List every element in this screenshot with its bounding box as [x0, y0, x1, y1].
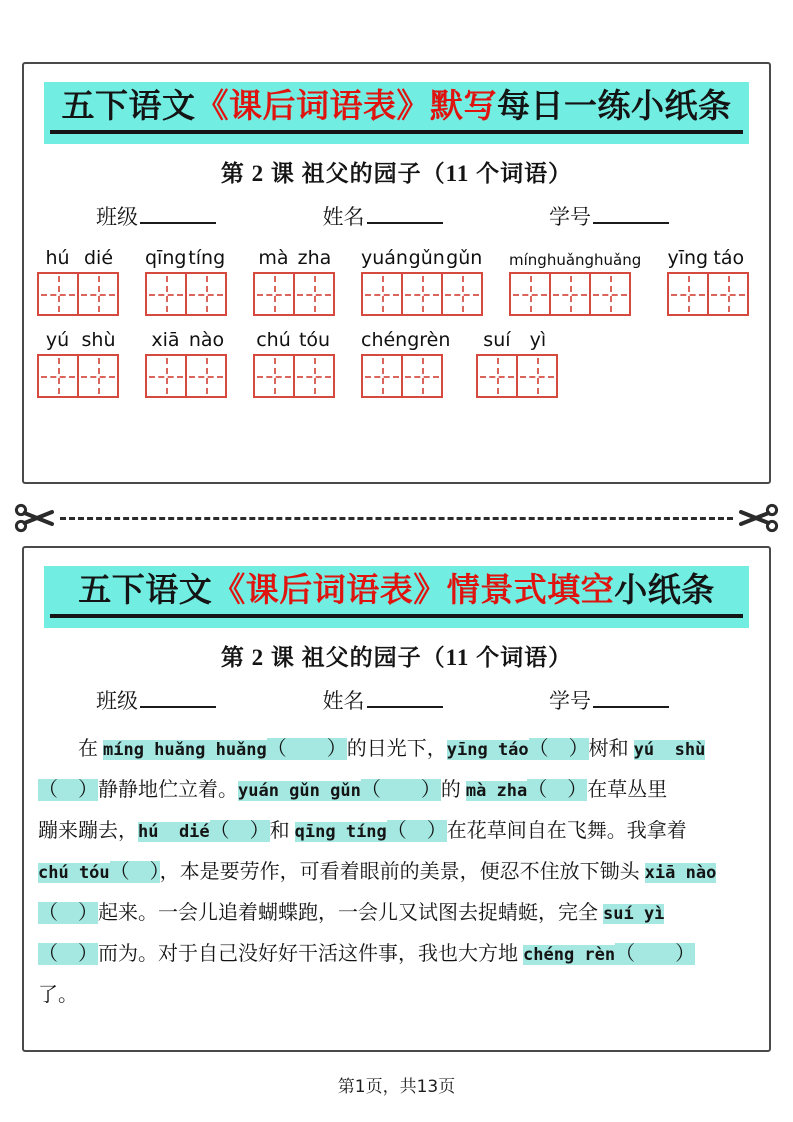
blank-parentheses: （ ）: [615, 943, 696, 966]
student-field: [323, 201, 443, 231]
blank-parentheses: （ ）: [38, 902, 98, 925]
pinyin-label: [509, 251, 641, 269]
pinyin-label: [476, 329, 558, 351]
pinyin-label: [145, 329, 227, 351]
writing-grid: [145, 354, 227, 398]
character-grid-box: [509, 272, 551, 316]
cut-dashed-line: [60, 517, 733, 520]
pinyin-syllable: huǎng: [546, 251, 595, 270]
field-label: 姓名: [322, 205, 365, 230]
pinyin-word-group: [361, 247, 483, 316]
pinyin-text: suí yì: [603, 904, 665, 925]
character-grid-box: [293, 272, 335, 316]
blank-parentheses: （ ）: [38, 779, 98, 802]
lesson-subtitle: 第 2 课 祖父的园子（11 个词语）: [220, 161, 573, 187]
writing-grid: [145, 272, 227, 316]
memorization-title: [48, 87, 745, 128]
passage-text: 的日光下，: [346, 738, 447, 761]
pinyin-label: [145, 247, 227, 269]
title-double-underline: [50, 130, 743, 134]
title-segment: 《课后词语表》: [195, 89, 430, 125]
character-grid-box: [145, 354, 187, 398]
pinyin-syllable: xiā: [151, 329, 180, 352]
passage-text: 起来。一会儿追着蝴蝶跑，一会儿又试图去捉蜻蜓，完全: [98, 902, 603, 925]
passage-line: [38, 893, 755, 934]
title-segment: 五下语文: [78, 573, 213, 609]
pinyin-syllable: tíng: [188, 247, 226, 270]
field-label: 班级: [96, 689, 138, 714]
passage-text: 在花草间自在飞舞。我拿着: [446, 820, 687, 843]
pinyin-syllable: mà: [258, 247, 289, 270]
writing-grid: [37, 354, 119, 398]
character-grid-box: [589, 272, 631, 316]
pinyin-syllable: tóu: [298, 329, 331, 352]
student-field: [96, 201, 216, 231]
pinyin-word-group: [509, 251, 641, 316]
passage-line: [38, 770, 755, 811]
pinyin-text: yīng táo: [446, 740, 529, 761]
scissors-icon-right: [737, 502, 779, 534]
student-fields-row: [24, 685, 769, 715]
pinyin-syllable: chú: [256, 329, 291, 352]
writing-grid: [361, 354, 450, 398]
pinyin-syllable: dié: [83, 247, 114, 270]
character-grid-box: [401, 354, 443, 398]
passage-text: 在草丛里: [587, 779, 668, 802]
character-grid-box: [37, 272, 79, 316]
pinyin-text: yuán gǔn gǔn: [238, 781, 361, 802]
pinyin-word-group: [253, 247, 335, 316]
pinyin-syllable: qīng: [145, 247, 187, 270]
character-grid-box: [361, 272, 403, 316]
pinyin-text: hú dié: [138, 822, 210, 843]
pinyin-text: chú tóu: [38, 863, 110, 884]
blank-parentheses: （ ）: [386, 820, 447, 843]
field-blank-line: [593, 687, 669, 708]
pinyin-syllable: táo: [713, 247, 745, 270]
pinyin-syllable: huǎng: [594, 251, 642, 270]
pinyin-label: [361, 329, 450, 351]
pinyin-word-grids: [37, 247, 761, 398]
field-blank-line: [140, 203, 216, 224]
pinyin-syllable: yì: [529, 329, 547, 352]
blank-parentheses: （ ）: [360, 779, 441, 802]
writing-grid: [253, 272, 335, 316]
character-grid-box: [37, 354, 79, 398]
fill-in-title-banner: [44, 566, 749, 628]
pinyin-word-group: [37, 329, 119, 398]
pinyin-syllable: suí: [483, 329, 511, 352]
pinyin-text: chéng rèn: [523, 945, 616, 966]
title-double-underline: [50, 614, 743, 618]
pinyin-syllable: zha: [297, 247, 332, 270]
pinyin-text: yú shù: [633, 740, 706, 761]
passage-line: [38, 811, 755, 852]
character-grid-box: [253, 354, 295, 398]
character-grid-box: [361, 354, 403, 398]
pinyin-syllable: yú: [45, 329, 70, 352]
passage-text: 和: [269, 820, 295, 843]
field-label: 姓名: [322, 689, 365, 714]
fill-in-passage: [38, 729, 755, 1015]
character-grid-box: [77, 272, 119, 316]
writing-grid: [476, 354, 558, 398]
pinyin-word-group: [253, 329, 335, 398]
pinyin-syllable: míng: [509, 251, 547, 270]
field-label: 学号: [549, 205, 591, 230]
writing-grid: [37, 272, 119, 316]
character-grid-box: [707, 272, 749, 316]
character-grid-box: [401, 272, 443, 316]
student-field: [96, 685, 216, 715]
title-segment: 情景式填空: [446, 573, 615, 609]
pinyin-word-group: [361, 329, 450, 398]
character-grid-box: [516, 354, 558, 398]
fill-in-title: [48, 571, 745, 612]
blank-parentheses: （ ）: [527, 779, 588, 802]
pinyin-text: xiā nào: [644, 863, 717, 884]
word-row: [37, 247, 761, 316]
character-grid-box: [145, 272, 187, 316]
cut-line: [14, 498, 779, 538]
field-blank-line: [367, 203, 443, 224]
character-grid-box: [253, 272, 295, 316]
pinyin-text: qīng tíng: [294, 822, 387, 843]
field-blank-line: [367, 687, 443, 708]
pinyin-label: [253, 329, 335, 351]
blank-parentheses: （ ）: [266, 738, 347, 761]
pinyin-word-group: [37, 247, 119, 316]
pinyin-syllable: nào: [188, 329, 225, 352]
pinyin-label: [37, 329, 119, 351]
title-segment: 默写: [430, 89, 497, 125]
writing-grid: [361, 272, 483, 316]
pinyin-syllable: rèn: [419, 329, 451, 352]
passage-text: 而为。对于自己没好好干活这件事，我也大方地: [98, 943, 523, 966]
student-fields-row: [24, 201, 769, 231]
passage-text: 蹦来蹦去，: [38, 820, 138, 843]
pinyin-text: míng huǎng huǎng: [103, 740, 267, 761]
passage-line: [38, 852, 755, 893]
passage-text: 了。: [38, 984, 78, 1007]
pinyin-syllable: yīng: [667, 247, 709, 270]
field-blank-line: [593, 203, 669, 224]
pinyin-word-group: [145, 247, 227, 316]
page-footer: 第1页，共13页: [337, 1077, 456, 1097]
passage-text: 树和: [588, 738, 634, 761]
passage-line: [38, 729, 755, 770]
character-grid-box: [476, 354, 518, 398]
pinyin-syllable: gǔn: [446, 247, 483, 270]
scissors-icon-left: [14, 502, 56, 534]
passage-line: [38, 975, 755, 1015]
student-field: [549, 685, 669, 715]
title-segment: 小纸条: [614, 573, 715, 609]
passage-text: 静静地伫立着。: [98, 779, 238, 802]
title-segment: 五下语文: [61, 89, 196, 125]
character-grid-box: [293, 354, 335, 398]
memorization-card: [22, 62, 771, 484]
lesson-subtitle: 第 2 课 祖父的园子（11 个词语）: [220, 645, 573, 671]
character-grid-box: [667, 272, 709, 316]
character-grid-box: [441, 272, 483, 316]
passage-line: [38, 934, 755, 975]
character-grid-box: [185, 272, 227, 316]
field-label: 学号: [549, 689, 591, 714]
pinyin-label: [667, 247, 749, 269]
passage-text: 在: [38, 738, 103, 761]
writing-grid: [509, 272, 641, 316]
student-field: [323, 685, 443, 715]
pinyin-text: mà zha: [465, 781, 528, 802]
title-segment: 每日一练小纸条: [497, 89, 732, 125]
writing-grid: [253, 354, 335, 398]
pinyin-syllable: gǔn: [408, 247, 445, 270]
blank-parentheses: （ ）: [209, 820, 270, 843]
pinyin-syllable: yuán: [361, 247, 408, 270]
pinyin-word-group: [476, 329, 558, 398]
field-blank-line: [140, 687, 216, 708]
passage-text: ，本是要劳作，可看着眼前的美景，便忍不住放下锄头: [159, 861, 645, 884]
student-field: [549, 201, 669, 231]
fill-in-card: [22, 546, 771, 1052]
pinyin-syllable: hú: [45, 247, 70, 270]
passage-text: 的: [440, 779, 466, 802]
field-label: 班级: [96, 205, 138, 230]
pinyin-label: [361, 247, 483, 269]
pinyin-word-group: [145, 329, 227, 398]
blank-parentheses: （ ）: [109, 861, 160, 884]
pinyin-syllable: chéng: [361, 329, 420, 352]
pinyin-word-group: [667, 247, 749, 316]
character-grid-box: [77, 354, 119, 398]
title-segment: 《课后词语表》: [212, 573, 447, 609]
blank-parentheses: （ ）: [528, 738, 589, 761]
pinyin-label: [37, 247, 119, 269]
pinyin-syllable: shù: [81, 329, 116, 352]
writing-grid: [667, 272, 749, 316]
character-grid-box: [185, 354, 227, 398]
memorization-title-banner: [44, 82, 749, 144]
word-row: [37, 329, 761, 398]
character-grid-box: [549, 272, 591, 316]
blank-parentheses: （ ）: [38, 943, 98, 966]
pinyin-label: [253, 247, 335, 269]
